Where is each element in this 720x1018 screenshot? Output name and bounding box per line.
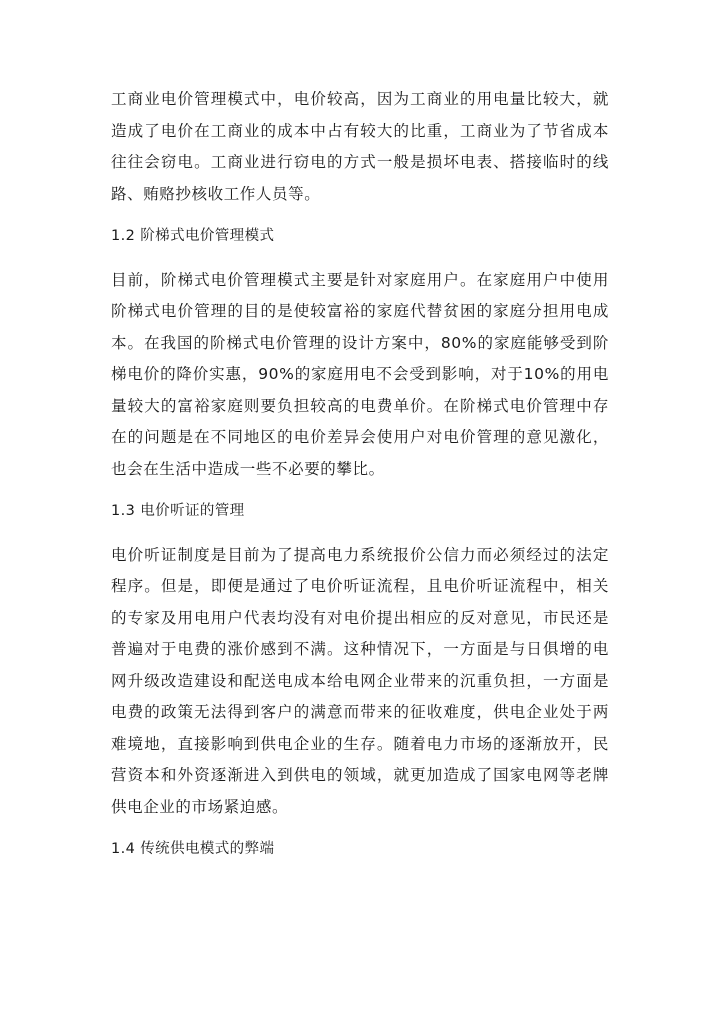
section-heading: 1.4 传统供电模式的弊端: [111, 841, 275, 857]
body-paragraph: 工商业电价管理模式中，电价较高，因为工商业的用电量比较大，就造成了电价在工商业的成本中占有较大的比重，工商业为了节省成本往往会窃电。工商业进行窃电的方式一般是损坏电表、搭接临时的线路、贿赂抄核收工作人员等。: [111, 90, 609, 203]
body-paragraph: 电价听证制度是目前为了提高电力系统报价公信力而必须经过的法定程序。但是，即便是通过了电价听证流程，且电价听证流程中，相关的专家及用电用户代表均没有对电价提出相应的反对意见，市民还是普遍对于电费的涨价感到不满。这种情况下，一方面是与日俱增的电网升级改造建设和配送电成本给电网企业带来的沉重负担，一方面是电费的政策无法得到客户的满意而带来的征收难度，供电企业处于两难境地，直接影响到供电企业的生存。随着电力市场的逐渐放开，民营资本和外资逐渐进入到供电的领域，就更加造成了国家电网等老牌供电企业的市场紧迫感。: [111, 545, 609, 816]
section-heading: 1.3 电价听证的管理: [111, 503, 245, 519]
body-paragraph: 目前，阶梯式电价管理模式主要是针对家庭用户。在家庭用户中使用阶梯式电价管理的目的是使较富裕的家庭代替贫困的家庭分担用电成本。在我国的阶梯式电价管理的设计方案中，80%的家庭能够受到阶梯电价的降价实惠，90%的家庭用电不会受到影响，对于10%的用电量较大的富裕家庭则要负担较高的电费单价。在阶梯式电价管理中存在的问题是在不同地区的电价差异会使用户对电价管理的意见激化，也会在生活中造成一些不必要的攀比。: [111, 270, 609, 478]
section-heading: 1.2 阶梯式电价管理模式: [111, 228, 275, 244]
document-page: [111, 84, 609, 866]
